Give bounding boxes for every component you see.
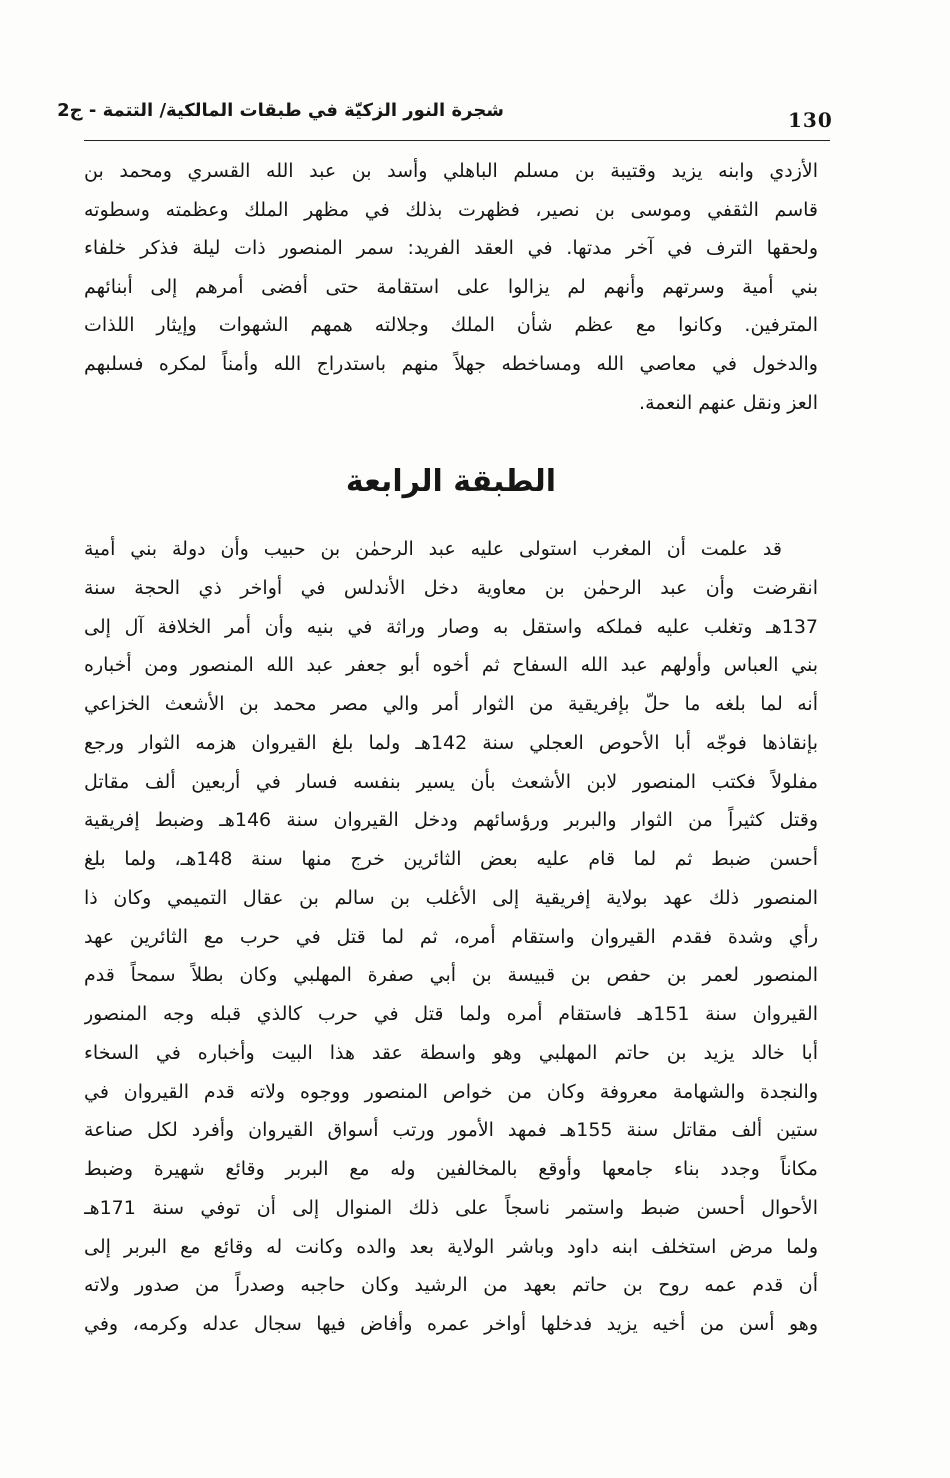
- paragraph-2: [84, 530, 818, 1344]
- text-line: قد علمت أن المغرب استولى عليه عبد الرحمٰن بن حبيب وأن دولة بني أمية: [84, 538, 782, 560]
- text-line: والنجدة والشهامة معروفة وكان من خواص المنصور ووجوه ولاته قدم القيروان في: [84, 1080, 818, 1103]
- text-line: القيروان سنة 151هـ فاستقام أمره ولما قتل في حرب كالذي قبله وجه المنصور: [84, 1003, 818, 1025]
- header-rule: [84, 140, 830, 141]
- text-line: أحسن ضبط ثم لما قام عليه بعض الثائرين خرج منها سنة 148هـ، ولما بلغ: [84, 848, 818, 870]
- text-line: بإنقاذها فوجّه أبا الأحوص العجلي سنة 142هـ ولما بلغ القيروان هزمه الثوار ورجع: [84, 731, 818, 754]
- text-line: ولما مرض استخلف ابنه داود وباشر الولاية بعد والده وكانت له وقائع مع البربر إلى: [84, 1235, 818, 1258]
- text-line: مكاناً وجدد بناء جامعها وأوقع بالمخالفين وله مع البربر وقائع شهيرة وضبط: [84, 1158, 818, 1180]
- text-line: المنصور لعمر بن حفص بن قبيسة بن أبي صفرة المهلبي وكان بطلاً سمحاً قدم: [84, 964, 818, 987]
- text-line: بني العباس وأولهم عبد الله السفاح ثم أخوه أبو جعفر عبد الله المنصور ومن أخباره: [84, 654, 818, 677]
- text-line: المنصور ذلك عهد بولاية إفريقية إلى الأغلب بن سالم بن عقال التميمي وكان ذا: [84, 886, 818, 909]
- text-line: قاسم الثقفي وموسى بن نصير، فظهرت بذلك في مظهر الملك وعظمته وسطوته: [84, 198, 818, 221]
- text-line: بني أمية وسرتهم وأنهم لم يزالوا على استقامة حتى أفضى أمرهم إلى أبنائهم: [84, 275, 818, 298]
- text-line: الأحوال أحسن ضبط واستمر ناسجاً على ذلك المنوال إلى أن توفي سنة 171هـ: [84, 1196, 818, 1219]
- text-line: 137هـ وتغلب عليه فملكه واستقل به وصار وراثة في بنيه وأن أمر الخلافة آل إلى: [84, 615, 818, 638]
- text-line: وهو أسن من أخيه يزيد فدخلها أواخر عمره وأفاض فيها سجال عدله وكرمه، وفي: [84, 1313, 818, 1335]
- text-line: الأزدي وابنه يزيد وقتيبة بن مسلم الباهلي وأسد بن عبد الله القسري ومحمد بن: [84, 160, 818, 182]
- text-line: العز ونقل عنهم النعمة.: [639, 391, 818, 414]
- text-line: ستين ألف مقاتل سنة 155هـ فمهد الأمور ورتب أسواق القيروان وأفرد لكل صناعة: [84, 1119, 818, 1142]
- page-header: [57, 92, 833, 144]
- paragraph-1: [84, 152, 818, 422]
- text-line: ولحقها الترف في آخر مدتها. في العقد الفريد: سمر المنصور ذات ليلة فذكر خلفاء: [84, 237, 818, 260]
- text-line: والدخول في معاصي الله ومساخطه جهلاً منهم باستدراج الله وأمناً لمكره فسلبهم: [84, 352, 818, 375]
- page-number: 130: [788, 108, 833, 132]
- text-line: أنه لما بلغه ما حلّ بإفريقية من الثوار أمر والي مصر محمد بن الأشعث الخزاعي: [84, 693, 818, 715]
- text-line: أن قدم عمه روح بن حاتم بعهد من الرشيد وكان حاجبه وصدراً من صدور ولاته: [84, 1274, 818, 1297]
- text-line: وقتل كثيراً من الثوار والبربر ورؤسائهم ودخل القيروان سنة 146هـ وضبط إفريقية: [84, 809, 818, 832]
- text-line: انقرضت وأن عبد الرحمٰن بن معاوية دخل الأندلس في أواخر ذي الحجة سنة: [84, 576, 818, 599]
- text-line: المترفين. وكانوا مع عظم شأن الملك وجلالته همهم الشهوات وإيثار اللذات: [84, 314, 818, 337]
- text-line: أبا خالد يزيد بن حاتم المهلبي وهو واسطة عقد هذا البيت وأخباره في السخاء: [84, 1041, 818, 1064]
- text-line: رأي وشدة فقدم القيروان واستقام أمره، ثم لما قتل في حرب مع الثائرين عهد: [84, 925, 818, 948]
- section-title: الطبقة الرابعة: [345, 464, 557, 499]
- text-line: مفلولاً فكتب المنصور لابن الأشعث بأن يسير بنفسه فسار في أربعين ألف مقاتل: [84, 770, 818, 793]
- running-head: شجرة النور الزكيّة في طبقات المالكية/ التتمة - ج2: [57, 100, 504, 121]
